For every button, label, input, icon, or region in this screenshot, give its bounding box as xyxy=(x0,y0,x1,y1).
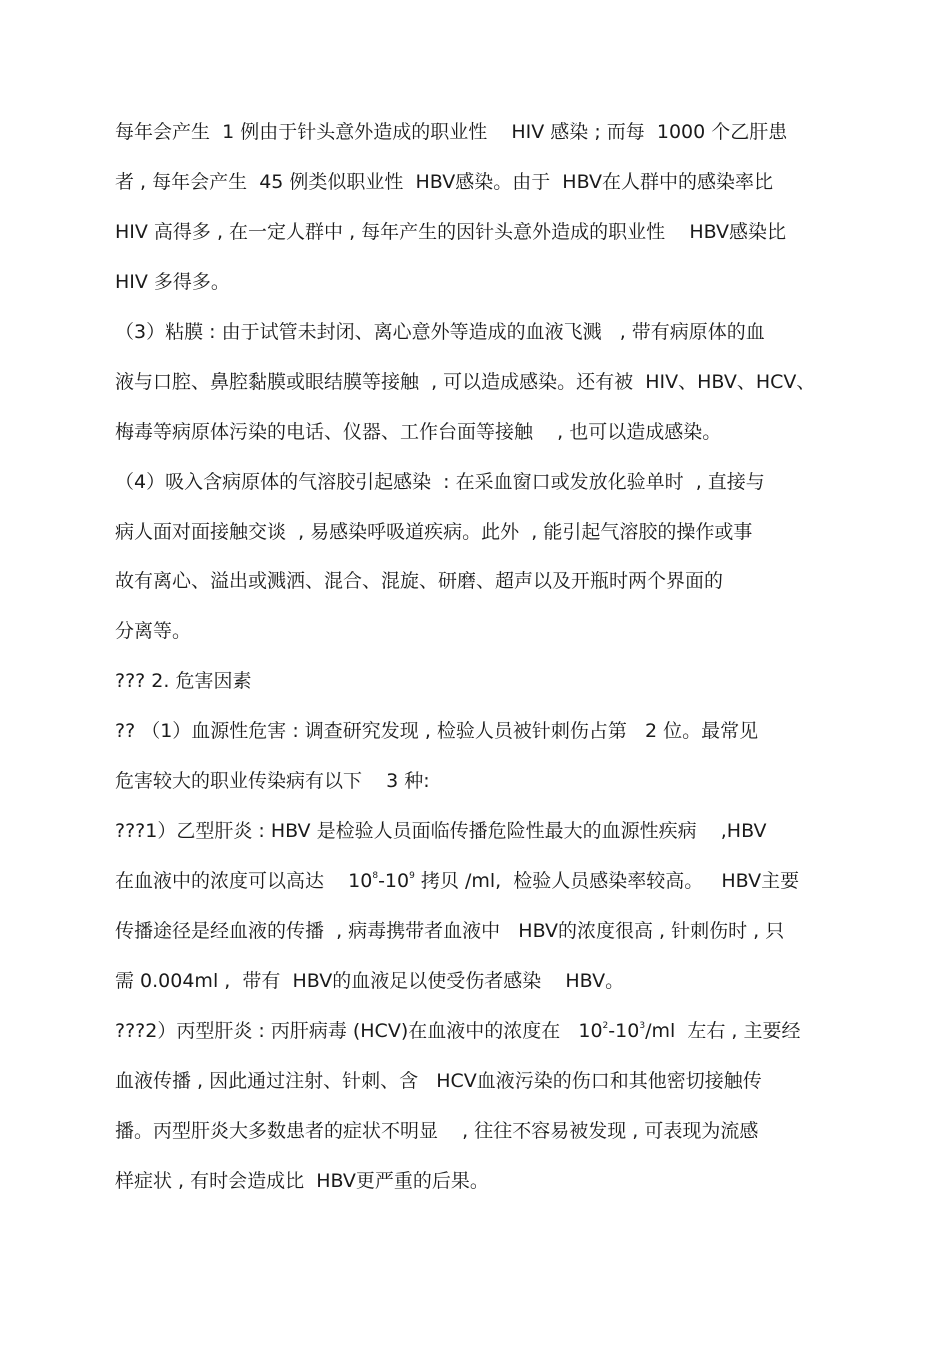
text-line: （3）粘膜 : 由于试管未封闭、离心意外等造成的血液飞溅 , 带有病原体的血 xyxy=(115,321,765,343)
text-line: 分离等。 xyxy=(115,620,192,642)
superscript: 3 xyxy=(639,1021,646,1031)
text-line: （4）吸入含病原体的气溶胶引起感染 : 在采血窗口或发放化验单时 , 直接与 xyxy=(115,471,765,493)
text-line: 每年会产生 1 例由于针头意外造成的职业性 HIV 感染 ; 而每 1000 个乙肝患 xyxy=(115,121,788,143)
text-line: HIV 高得多 , 在一定人群中 , 每年产生的因针头意外造成的职业性 HBV感染比 xyxy=(115,221,787,243)
text-line-concentration xyxy=(115,868,845,894)
text-segment: -10 xyxy=(608,1020,640,1042)
text-segment: 在血液中的浓度可以高达 10 xyxy=(115,870,373,892)
text-segment: /ml 左右 , 主要经 xyxy=(645,1020,801,1042)
text-line: 梅毒等病原体污染的电话、仪器、工作台面等接触 , 也可以造成感染。 xyxy=(115,421,722,443)
superscript: 2 xyxy=(602,1021,609,1031)
text-line: 者 , 每年会产生 45 例类似职业性 HBV感染。由于 HBV在人群中的感染率比 xyxy=(115,171,774,193)
text-line: 播。丙型肝炎大多数患者的症状不明显 , 往往不容易被发现 , 可表现为流感 xyxy=(115,1120,759,1142)
text-line: 故有离心、溢出或溅洒、混合、混旋、研磨、超声以及开瓶时两个界面的 xyxy=(115,570,724,592)
text-line: 血液传播 , 因此通过注射、针刺、含 HCV血液污染的伤口和其他密切接触传 xyxy=(115,1070,762,1092)
text-line: HIV 多得多。 xyxy=(115,271,230,293)
section-heading: ??? 2. 危害因素 xyxy=(115,670,252,692)
text-line: 需 0.004ml , 带有 HBV的血液足以使受伤者感染 HBV。 xyxy=(115,970,625,992)
text-segment: -10 xyxy=(378,870,410,892)
text-line: ?? （1）血源性危害 : 调查研究发现 , 检验人员被针刺伤占第 2 位。最常见 xyxy=(115,720,759,742)
text-line: ???1）乙型肝炎 : HBV 是检验人员面临传播危险性最大的血源性疾病 ,HBV xyxy=(115,820,767,842)
text-segment: ???2）丙型肝炎 : 丙肝病毒 (HCV)在血液中的浓度在 10 xyxy=(115,1020,603,1042)
superscript: 9 xyxy=(409,871,415,881)
superscript: 8 xyxy=(372,871,379,881)
text-segment: 拷贝 /ml, 检验人员感染率较高。 HBV主要 xyxy=(414,870,800,892)
text-line: 样症状 , 有时会造成比 HBV更严重的后果。 xyxy=(115,1170,489,1192)
text-line: 传播途径是经血液的传播 , 病毒携带者血液中 HBV的浓度很高 , 针刺伤时 , 只 xyxy=(115,920,785,942)
text-line: 危害较大的职业传染病有以下 3 种: xyxy=(115,770,430,792)
text-line: 液与口腔、鼻腔黏膜或眼结膜等接触 , 可以造成感染。还有被 HIV、HBV、HCV、 xyxy=(115,371,816,393)
text-line-hcv xyxy=(115,1018,845,1044)
text-line: 病人面对面接触交谈 , 易感染呼吸道疾病。此外 , 能引起气溶胶的操作或事 xyxy=(115,521,753,543)
